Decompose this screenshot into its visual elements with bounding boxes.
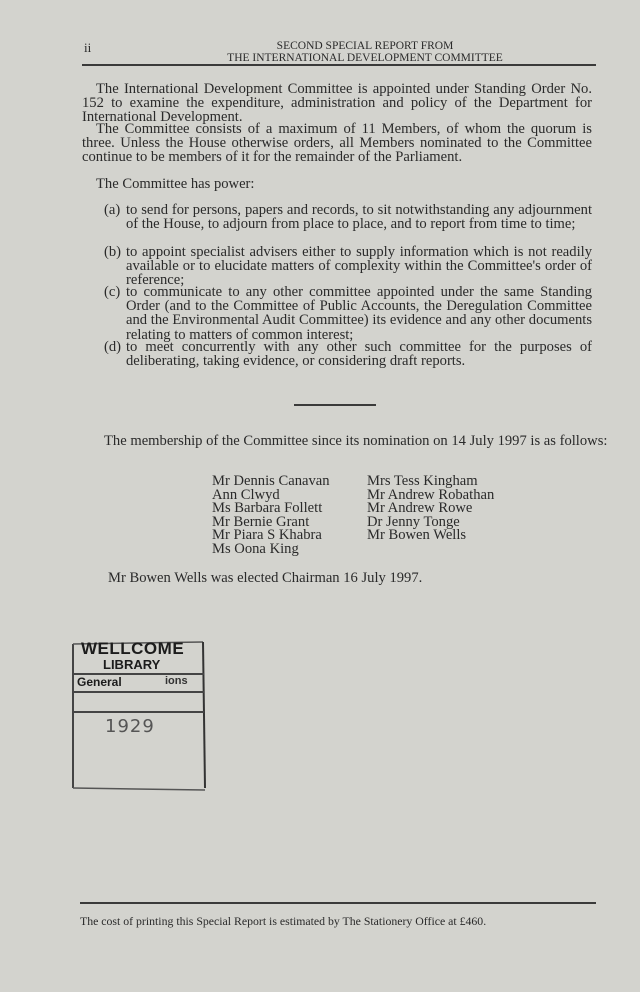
member-name: Mr Piara S Khabra <box>212 527 322 544</box>
section-divider <box>294 404 376 406</box>
power-label: (c) <box>104 284 121 300</box>
power-text: to send for persons, papers and records, to sit notwithstanding any adjournment of the House, to adjourn from place to place, and to report from time to time; <box>126 202 592 233</box>
running-header-line2: THE INTERNATIONAL DEVELOPMENT COMMITTEE <box>227 52 503 64</box>
member-name: Ms Barbara Follett <box>212 500 323 517</box>
header-rule <box>82 64 596 66</box>
power-label: (b) <box>104 244 122 260</box>
power-label: (d) <box>104 339 122 355</box>
library-stamp <box>67 638 207 794</box>
power-text: to appoint specialist advisers either to supply information which is not readily available or to elucidate matters of complexity within the Committee's order of reference; <box>126 244 592 289</box>
running-header-line1: SECOND SPECIAL REPORT FROM <box>276 40 454 52</box>
footer-note: The cost of printing this Special Report is estimated by The Stationery Office at £460. <box>80 914 487 928</box>
intro-paragraph-1: The International Development Committee is appointed under Standing Order No. 152 to examine the expenditure, administration and policy of the Department for International Development. <box>82 81 592 126</box>
stamp-line3: General <box>77 675 122 689</box>
power-item-b <box>104 245 592 288</box>
footer-rule <box>80 902 596 904</box>
power-item-a <box>104 203 592 231</box>
power-label: (a) <box>104 202 121 218</box>
power-text: to communicate to any other committee appointed under the same Standing Order (and to the Committee of Public Accounts, the Deregulation Committee and the Environmental Audit Committee) its evidence and any other documents relating to matters of common interest; <box>126 284 592 343</box>
power-item-c <box>104 285 592 342</box>
members-right-column <box>367 475 494 543</box>
intro-paragraph-2: The Committee consists of a maximum of 11 Members, of whom the quorum is three. Unless the House otherwise orders, all Members nominated to the Committee continue to be members of it for the remainder of the Parliament. <box>82 121 592 166</box>
power-text: to meet concurrently with any other such committee for the purposes of deliberating, taking evidence, or considering draft reports. <box>126 339 592 370</box>
member-name: Dr Jenny Tonge <box>367 513 460 530</box>
member-name: Mr Andrew Rowe <box>367 500 473 517</box>
stamp-line1: WELLCOME <box>81 639 185 658</box>
member-name: Ann Clwyd <box>212 486 280 503</box>
member-name: Mrs Tess Kingham <box>367 473 478 489</box>
member-name: Mr Bowen Wells <box>367 527 467 544</box>
power-item-d <box>104 340 592 368</box>
member-name: Mr Bernie Grant <box>212 513 310 530</box>
running-header <box>220 40 510 64</box>
stamp-line2: LIBRARY <box>103 657 161 672</box>
chairman-note: Mr Bowen Wells was elected Chairman 16 July 1997. <box>108 570 423 586</box>
member-name: Ms Oona King <box>212 540 299 557</box>
member-name: Mr Dennis Canavan <box>212 473 330 489</box>
member-name: Mr Andrew Robathan <box>367 486 495 503</box>
powers-heading: The Committee has power: <box>96 176 255 192</box>
page-number: ii <box>84 40 92 55</box>
membership-intro: The membership of the Committee since its nomination on 14 July 1997 is as follows: <box>104 433 608 449</box>
stamp-line3b: ions <box>165 675 188 687</box>
members-left-column <box>212 475 330 557</box>
stamp-handwritten-number: 1929 <box>105 716 155 737</box>
